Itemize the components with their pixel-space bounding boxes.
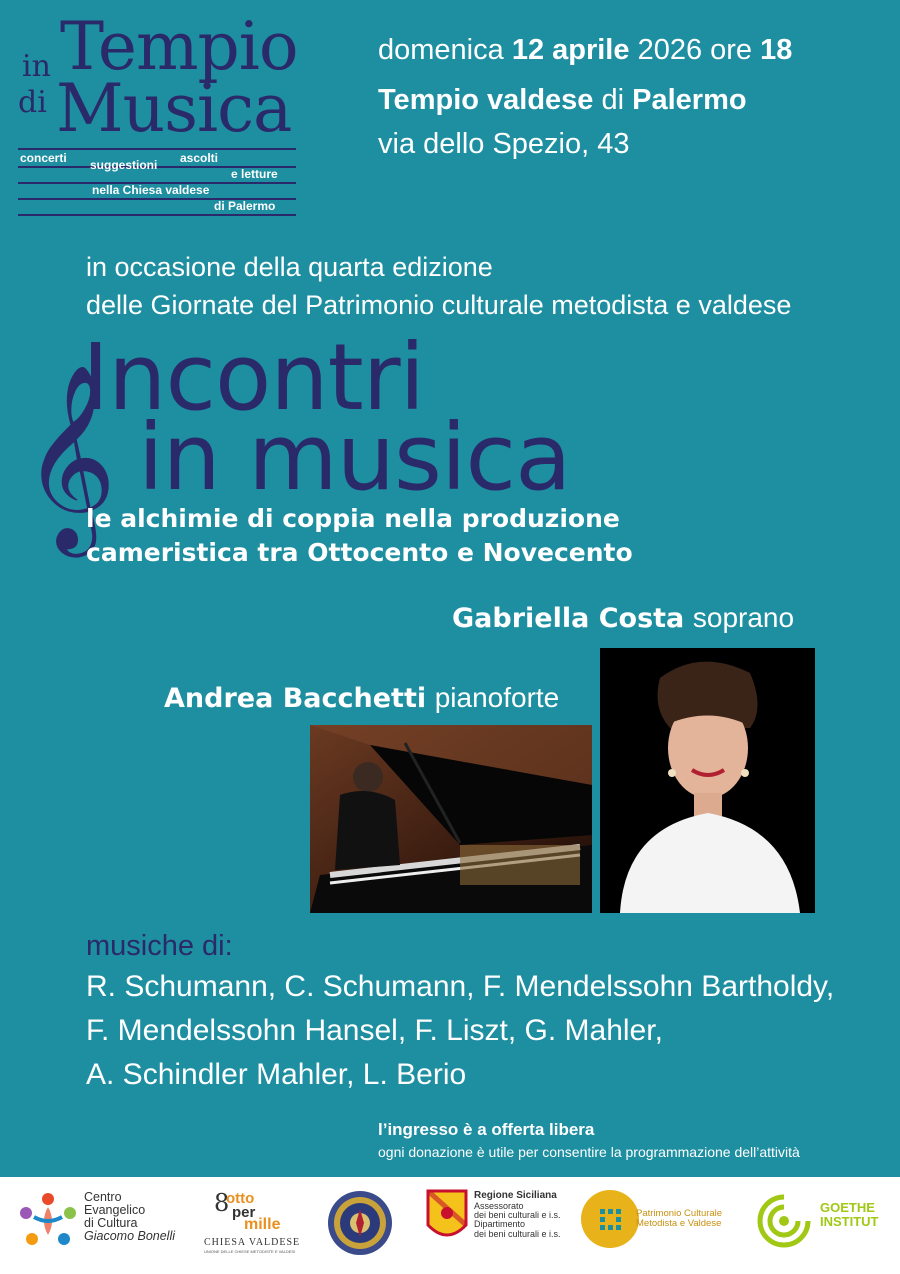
- performer-role: soprano: [692, 602, 795, 633]
- patrimonio-text: [636, 1209, 722, 1229]
- goethe-logo-icon: [752, 1189, 816, 1257]
- occasion-line: in occasione della quarta edizione: [86, 252, 493, 282]
- soprano-photo: [600, 648, 815, 913]
- event-day: domenica: [378, 34, 504, 66]
- patrimonio-logo-icon: [580, 1189, 640, 1253]
- event-date-line: [378, 34, 792, 67]
- chiesa-valdese-text: CHIESA VALDESE: [204, 1237, 301, 1248]
- ottopermille-logo: [204, 1189, 301, 1261]
- logo-rule: [18, 148, 296, 150]
- logo-word-in: in: [22, 49, 51, 84]
- logo-tagline: concerti: [20, 151, 67, 165]
- patrimonio-line: Metodista e Valdese: [636, 1217, 722, 1229]
- treble-clef-icon: 𝄞: [22, 362, 117, 549]
- performer-name: Andrea Bacchetti: [164, 683, 427, 714]
- pianist-photo: [310, 725, 592, 913]
- seal-emblem-icon: [326, 1189, 394, 1261]
- event-year: 2026: [637, 34, 703, 66]
- regione-text: [474, 1191, 561, 1239]
- otto-word: otto: [226, 1190, 255, 1207]
- logo-tagline: di Palermo: [214, 199, 276, 213]
- logo-rule: [18, 214, 296, 216]
- centro-line: Centro: [84, 1190, 122, 1204]
- patrimonio-line: Patrimonio Culturale: [636, 1208, 723, 1219]
- performer-pianist: [164, 682, 559, 714]
- centro-line: Giacomo Bonelli: [84, 1229, 176, 1244]
- music-composers-line: A. Schindler Mahler, L. Berio: [86, 1058, 467, 1091]
- performer-soprano: [452, 602, 794, 634]
- music-composers-line: R. Schumann, C. Schumann, F. Mendelssohn Bartholdy,: [86, 970, 835, 1003]
- logo-tagline: suggestioni: [90, 158, 158, 172]
- occasion-line: delle Giornate del Patrimonio culturale metodista e valdese: [86, 290, 792, 320]
- unione-text: UNIONE DELLE CHIESE METODISTE E VALDESI: [204, 1249, 296, 1254]
- mille-word: mille: [244, 1216, 281, 1233]
- event-date: 12 aprile: [511, 34, 630, 66]
- event-venue-connector: di: [601, 84, 625, 116]
- logo-word-di: di: [18, 85, 47, 120]
- logo-word-musica: Musica: [56, 70, 292, 147]
- entry-note: ogni donazione è utile per consentire la programmazione dell’attività: [378, 1144, 800, 1160]
- title-line-1: Incontri: [82, 324, 425, 431]
- subtitle-line: le alchimie di coppia nella produzione: [86, 504, 620, 533]
- centro-line: Evangelico: [84, 1203, 146, 1218]
- regione-line: dei beni culturali e i.s.: [474, 1228, 561, 1239]
- logo-tagline: ascolti: [180, 151, 219, 165]
- event-time-prefix: ore: [710, 34, 753, 66]
- regione-line: Dipartimento: [474, 1219, 526, 1230]
- performer-role: pianoforte: [434, 682, 560, 713]
- per-word: per: [232, 1204, 256, 1221]
- logo-tagline: e letture: [231, 167, 278, 181]
- centro-logo-text: [84, 1191, 175, 1244]
- title-line-2: in musica: [138, 404, 571, 511]
- goethe-text: [820, 1201, 879, 1228]
- regione-line: Regione Siciliana: [474, 1190, 557, 1201]
- subtitle-line: cameristica tra Ottocento e Novecento: [86, 538, 633, 567]
- entry-headline: l’ingresso è a offerta libera: [378, 1120, 595, 1139]
- logo-word-tempio: Tempio: [60, 8, 298, 85]
- performer-name: Gabriella Costa: [452, 603, 685, 634]
- centro-logo-icon: [16, 1189, 80, 1257]
- event-time: 18: [760, 34, 793, 66]
- regione-shield-icon: [426, 1189, 468, 1249]
- music-composers-line: F. Mendelssohn Hansel, F. Liszt, G. Mahler,: [86, 1014, 663, 1047]
- regione-line: Assessorato: [474, 1200, 524, 1211]
- event-city: Palermo: [632, 84, 747, 116]
- music-heading: musiche di:: [86, 930, 233, 962]
- event-venue-line: [378, 84, 747, 117]
- centro-line: di Cultura: [84, 1216, 138, 1231]
- logo-tagline: nella Chiesa valdese: [92, 183, 210, 197]
- goethe-line: INSTITUT: [820, 1213, 879, 1229]
- sponsor-footer: [0, 1177, 900, 1274]
- event-address: via dello Spezio, 43: [378, 128, 630, 160]
- goethe-line: GOETHE: [820, 1200, 875, 1215]
- otto-digit: 8: [214, 1189, 230, 1217]
- regione-line: dei beni culturali e i.s.: [474, 1209, 561, 1220]
- event-venue: Tempio valdese: [378, 84, 594, 116]
